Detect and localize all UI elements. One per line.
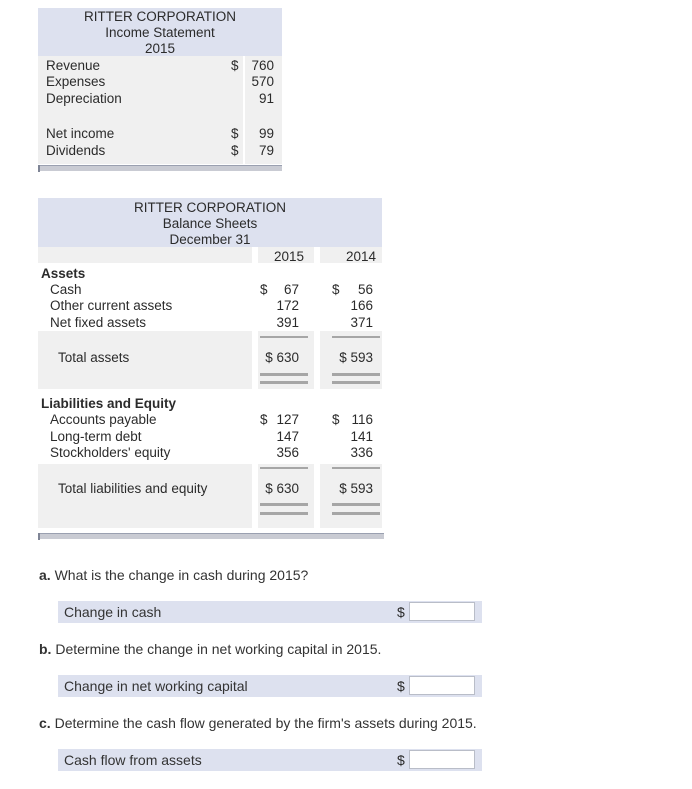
- income-end-bar: [38, 165, 282, 171]
- total-assets-label: Total assets: [58, 350, 130, 365]
- income-title: Income Statement: [105, 25, 215, 40]
- income-year: 2015: [144, 41, 176, 56]
- question-b: [39, 641, 381, 658]
- asset-cash-2015: 67: [283, 282, 299, 297]
- income-depreciation-label: Depreciation: [46, 91, 122, 106]
- balance-title: Balance Sheets: [162, 216, 258, 231]
- asset-fixed-2015: 391: [276, 315, 299, 330]
- liab-se-label: Stockholders' equity: [50, 445, 171, 460]
- question-a: [39, 567, 308, 584]
- total-assets-dbl-rule-2014-a: [332, 373, 380, 376]
- cash-flow-from-assets-input[interactable]: [409, 750, 475, 769]
- question-a-letter: a.: [39, 567, 51, 583]
- balance-col-2014: 2014: [345, 249, 376, 264]
- income-expenses-value: 570: [251, 74, 274, 89]
- asset-fixed-2014: 371: [350, 315, 373, 330]
- liab-se-2014: 336: [350, 445, 373, 460]
- income-dividends-value: 79: [258, 143, 274, 158]
- income-company: RITTER CORPORATION: [83, 9, 236, 24]
- total-assets-2015: $ 630: [265, 350, 299, 365]
- liabilities-heading: Liabilities and Equity: [41, 396, 177, 411]
- liab-ap-dollar-2014: $: [332, 412, 340, 427]
- question-b-letter: b.: [39, 641, 52, 657]
- asset-fixed-label: Net fixed assets: [50, 315, 147, 330]
- liab-ltd-2014: 141: [350, 429, 373, 444]
- liab-ap-2015: 127: [276, 412, 299, 427]
- total-le-dbl-rule-2015-b: [260, 512, 308, 515]
- income-dividends-dollar: $: [231, 143, 239, 158]
- asset-cash-dollar-2015: $: [260, 282, 268, 297]
- asset-cash-label: Cash: [50, 282, 82, 297]
- total-le-2014: $ 593: [339, 481, 373, 496]
- total-assets-dbl-rule-2015-b: [260, 381, 308, 384]
- total-le-label: Total liabilities and equity: [58, 481, 208, 496]
- asset-other-2014: 166: [350, 298, 373, 313]
- asset-cash-dollar-2014: $: [332, 282, 340, 297]
- balance-shade-1: [38, 247, 382, 263]
- income-depreciation-value: 91: [258, 91, 274, 106]
- assets-rule-2014: [332, 336, 380, 338]
- balance-col-2015: 2015: [273, 249, 304, 264]
- balance-date: December 31: [169, 232, 251, 247]
- liab-ap-dollar-2015: $: [260, 412, 268, 427]
- answer-label-cash-flow-from-assets: Cash flow from assets: [64, 752, 202, 768]
- asset-other-label: Other current assets: [50, 298, 173, 313]
- assets-heading: Assets: [41, 266, 86, 281]
- question-b-text: Determine the change in net working capital in 2015.: [55, 641, 382, 657]
- balance-col-gap-1: [314, 247, 320, 529]
- total-assets-2014: $ 593: [339, 350, 373, 365]
- total-le-dbl-rule-2014-b: [332, 512, 380, 515]
- question-a-text: What is the change in cash during 2015?: [54, 567, 309, 583]
- liab-ap-label: Accounts payable: [50, 412, 157, 427]
- question-c-letter: c.: [39, 715, 51, 731]
- liab-se-2015: 356: [276, 445, 299, 460]
- answer-label-change-in-nwc: Change in net working capital: [64, 678, 248, 694]
- liab-ltd-2015: 147: [276, 429, 299, 444]
- total-le-2015: $ 630: [265, 481, 299, 496]
- assets-rule-2015: [260, 336, 308, 338]
- income-end-tick: [38, 165, 40, 172]
- asset-cash-2014: 56: [357, 282, 373, 297]
- answer-currency-change-in-nwc: $: [397, 678, 405, 694]
- change-in-cash-input[interactable]: [409, 602, 475, 621]
- total-assets-dbl-rule-2014-b: [332, 381, 380, 384]
- total-le-dbl-rule-2014-a: [332, 503, 380, 506]
- income-dividends-label: Dividends: [46, 143, 106, 158]
- total-assets-dbl-rule-2015-a: [260, 373, 308, 376]
- question-c-text: Determine the cash flow generated by the firm's assets during 2015.: [54, 715, 477, 731]
- income-revenue-dollar: $: [231, 58, 239, 73]
- liab-ap-2014: 116: [351, 412, 373, 427]
- answer-currency-change-in-cash: $: [397, 604, 405, 620]
- liab-rule-2014: [332, 467, 380, 469]
- liab-ltd-label: Long-term debt: [50, 429, 142, 444]
- answer-currency-cash-flow-from-assets: $: [397, 752, 405, 768]
- income-expenses-label: Expenses: [46, 74, 106, 89]
- question-c: [39, 715, 477, 732]
- total-le-dbl-rule-2015-a: [260, 503, 308, 506]
- balance-end-tick: [38, 533, 40, 540]
- balance-end-bar: [38, 533, 384, 539]
- income-netincome-dollar: $: [231, 126, 239, 141]
- income-netincome-label: Net income: [46, 126, 115, 141]
- income-revenue-label: Revenue: [46, 58, 101, 73]
- change-in-nwc-input[interactable]: [409, 676, 475, 695]
- income-netincome-value: 99: [258, 126, 274, 141]
- income-revenue-value: 760: [251, 58, 274, 73]
- answer-label-change-in-cash: Change in cash: [64, 604, 162, 620]
- liab-rule-2015: [260, 467, 308, 469]
- balance-company: RITTER CORPORATION: [133, 200, 286, 215]
- asset-other-2015: 172: [276, 298, 299, 313]
